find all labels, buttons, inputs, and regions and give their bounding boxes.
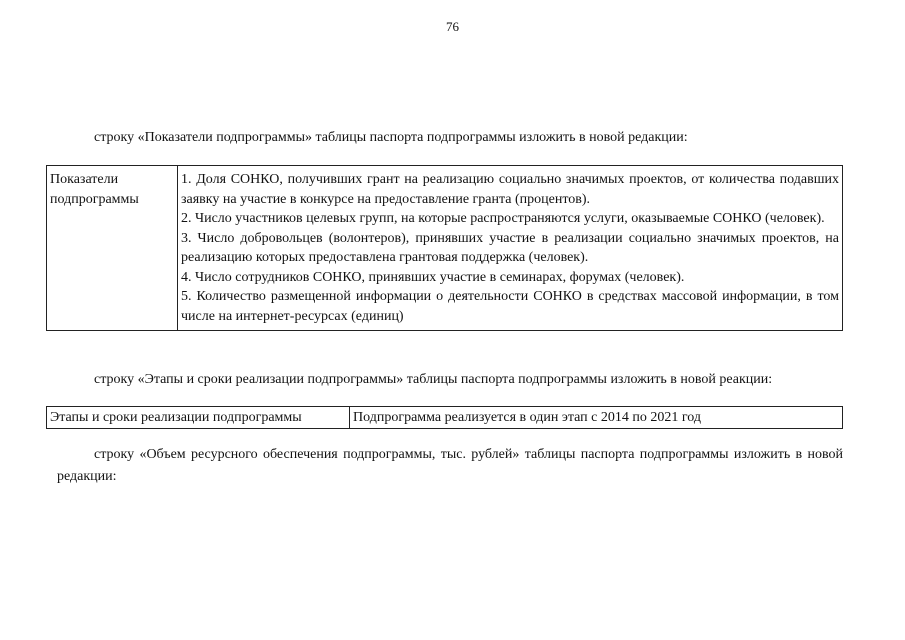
intro-paragraph-indicators: строку «Показатели подпрограммы» таблицы паспорта подпрограммы изложить в новой редакции: <box>94 130 688 145</box>
table-row <box>47 407 843 429</box>
indicator-item: 1. Доля СОНКО, получивших грант на реализацию социально значимых проектов, от количества подавших заявку на участие в конкурсе на предоставление гранта (процентов). <box>181 172 839 207</box>
stages-value-cell: Подпрограмма реализуется в один этап с 2014 по 2021 год <box>350 407 843 429</box>
stages-label-cell: Этапы и сроки реализации подпрограммы <box>47 407 350 429</box>
indicators-items-cell <box>178 166 843 331</box>
stages-table <box>46 406 843 429</box>
indicator-item: 3. Число добровольцев (волонтеров), принявших участие в реализации социально значимых проектов, на реализацию которых предоставлена грантовая поддержка (человек). <box>181 230 839 265</box>
intro-paragraph-stages: строку «Этапы и сроки реализации подпрограммы» таблицы паспорта подпрограммы изложить в новой реакции: <box>94 372 773 387</box>
indicator-item: 2. Число участников целевых групп, на которые распространяются услуги, оказываемые СОНКО (человек). <box>181 211 825 226</box>
indicator-item: 4. Число сотрудников СОНКО, принявших участие в семинарах, форумах (человек). <box>181 269 685 285</box>
indicator-item: 5. Количество размещенной информации о деятельности СОНКО в средствах массовой информации, в том числе на интернет-ресурсах (единиц) <box>181 289 839 324</box>
page-number: 76 <box>446 19 459 34</box>
intro-paragraph-resources: строку «Объем ресурсного обеспечения подпрограммы, тыс. рублей» таблицы паспорта подпрограммы изложить в новой редакции: <box>57 447 843 484</box>
table-row <box>47 166 843 331</box>
indicators-label-cell: Показатели подпрограммы <box>47 166 178 331</box>
indicators-table <box>46 165 843 331</box>
